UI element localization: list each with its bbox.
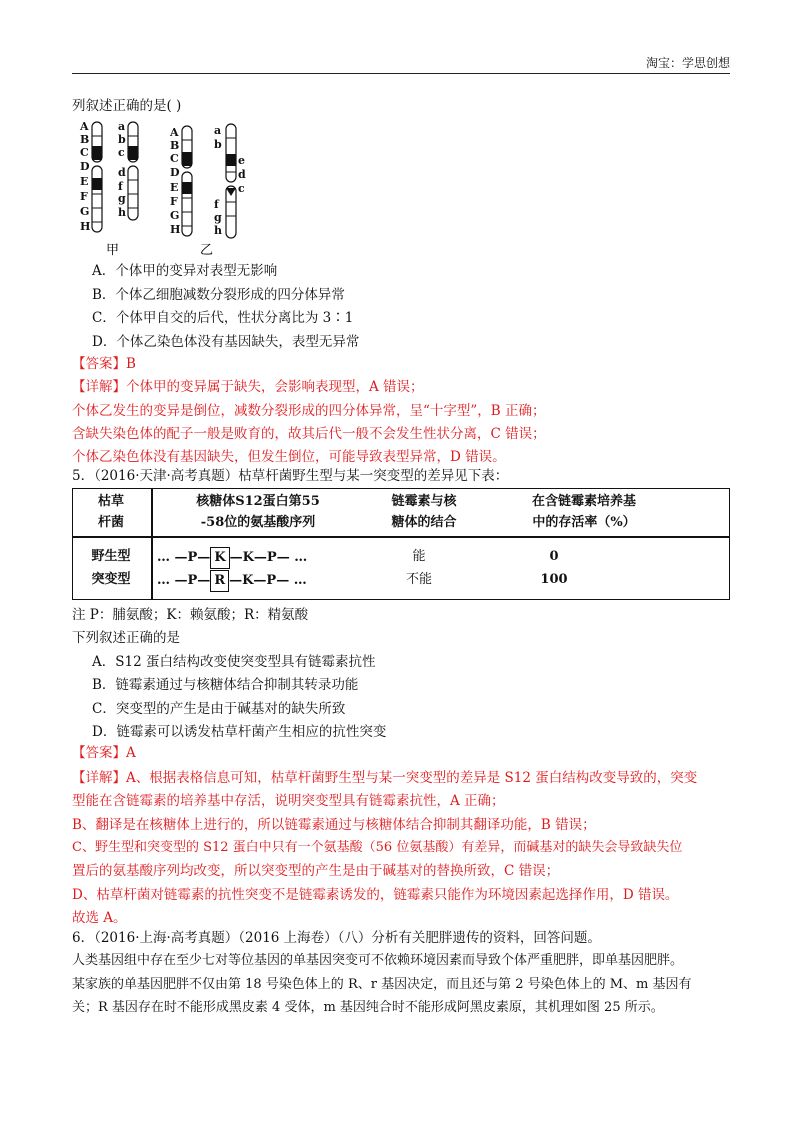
table-col-divider	[151, 489, 153, 599]
q4-option-d: D．个体乙染色体没有基因缺失，表型无异常	[92, 334, 360, 350]
svg-text:B: B	[170, 139, 180, 152]
q5-lead: 下列叙述正确的是	[72, 630, 180, 646]
svg-text:c: c	[238, 182, 245, 195]
q5-stem: 5．（2016·天津·高考真题）枯草杆菌野生型与某一突变型的差异见下表：	[72, 468, 509, 484]
q5-detail-6: D、枯草杆菌对链霉素的抗性突变不是链霉素诱发的，链霉素只能作为环境因素起选择作用，D 错误。	[72, 887, 679, 903]
q6-stem: 6．（2016·上海·高考真题）（2016 上海卷）（八）分析有关肥胖遗传的资料，回答问题。	[72, 930, 601, 946]
row-wild-type: 野生型	[91, 549, 131, 564]
svg-text:b: b	[214, 138, 222, 151]
th-binding-2: 糖体的结合	[391, 515, 457, 530]
q4-stem: 列叙述正确的是( )	[72, 98, 182, 114]
th-strain-1: 枯草	[97, 494, 124, 509]
th-sequence-1: 核糖体S12蛋白第55	[196, 494, 320, 509]
th-binding-1: 链霉素与核	[391, 494, 457, 509]
wild-seq-post: —K—P— …	[229, 550, 308, 565]
svg-text:g: g	[118, 192, 126, 205]
q4-option-a: A．个体甲的变异对表型无影响	[92, 263, 278, 279]
q5-detail-4: C、野生型和突变型的 S12 蛋白中只有一个氨基酸（56 位氨基酸）有差异，而碱基对的缺失会导致缺失位	[72, 840, 683, 855]
svg-text:g: g	[214, 211, 222, 224]
figure-label-yi: 乙	[200, 243, 214, 258]
svg-text:a: a	[214, 124, 222, 137]
q5-answer-value: A	[126, 745, 136, 761]
svg-text:D: D	[80, 160, 90, 173]
table-header-divider	[73, 536, 729, 538]
svg-text:H: H	[170, 223, 181, 236]
q5-detail-text-1: A、根据表格信息可知，枯草杆菌野生型与某一突变型的差异是 S12 蛋白结构改变导致的，突变	[126, 770, 698, 786]
svg-text:C: C	[80, 146, 89, 159]
svg-text:a: a	[118, 120, 126, 133]
q4-detail-3: 含缺失染色体的配子一般是败育的，故其后代一般不会发生性状分离，C 错误；	[72, 426, 546, 442]
q5-answer-tag: 【答案】	[72, 745, 126, 761]
svg-text:A: A	[170, 126, 179, 139]
q5-option-d: D．链霉素可以诱发枯草杆菌产生相应的抗性突变	[92, 724, 387, 740]
svg-text:d: d	[118, 166, 126, 179]
q4-answer-tag: 【答案】	[72, 356, 126, 372]
wild-binding: 能	[412, 549, 426, 564]
header-rule	[72, 73, 730, 74]
q6-line-1: 人类基因组中存在至少七对等位基因的单基因突变可不依赖环境因素而导致个体严重肥胖，即单基因肥胖。	[72, 953, 684, 968]
chromosome-figure	[78, 118, 258, 260]
svg-text:h: h	[118, 206, 126, 219]
q5-detail-2: 型能在含链霉素的培养基中存活，说明突变型具有链霉素抗性，A 正确；	[72, 793, 505, 809]
q5-detail-7: 故选 A。	[72, 910, 127, 926]
q4-detail-tag: 【详解】	[72, 379, 126, 395]
q5-detail-5: 置后的氨基酸序列均改变，所以突变型的产生是由于碱基对的替换所致，C 错误；	[72, 863, 560, 879]
q4-option-b: B．个体乙细胞减数分裂形成的四分体异常	[92, 287, 345, 303]
q5-detail-3: B、翻译是在核糖体上进行的，所以链霉素通过与核糖体结合抑制其翻译功能，B 错误；	[72, 817, 596, 833]
q5-table	[72, 488, 730, 600]
q4-answer-value: B	[126, 356, 136, 372]
mutant-binding: 不能	[405, 572, 432, 587]
svg-text:c: c	[118, 146, 125, 159]
svg-text:f: f	[214, 198, 219, 211]
mutant-seq-pre: … —P—	[157, 573, 211, 588]
mutant-seq-box: R	[210, 570, 229, 592]
q5-option-a: A．S12 蛋白结构改变使突变型具有链霉素抗性	[92, 654, 376, 670]
page-header-brand: 淘宝：学思创想	[645, 56, 730, 70]
svg-text:f: f	[118, 180, 123, 193]
svg-text:F: F	[80, 190, 88, 203]
wild-sequence	[157, 547, 357, 569]
q4-detail-2: 个体乙发生的变异是倒位，减数分裂形成的四分体异常，呈“十字型”，B 正确；	[72, 403, 546, 419]
svg-text:E: E	[170, 181, 179, 194]
svg-text:F: F	[170, 195, 178, 208]
q5-detail-tag: 【详解】	[72, 770, 126, 786]
svg-text:G: G	[80, 205, 90, 218]
svg-text:E: E	[80, 175, 89, 188]
mutant-sequence	[157, 570, 357, 592]
row-mutant-type: 突变型	[91, 572, 131, 587]
q4-answer	[72, 354, 136, 374]
q5-note: 注 P：脯氨酸；K：赖氨酸；R：精氨酸	[72, 607, 309, 623]
q5-option-b: B．链霉素通过与核糖体结合抑制其转录功能	[92, 677, 359, 693]
svg-text:C: C	[170, 152, 179, 165]
q4-detail-4: 个体乙染色体没有基因缺失，但发生倒位，可能导致表型异常，D 错误。	[72, 449, 506, 465]
q5-option-c: C．突变型的产生是由于碱基对的缺失所致	[92, 701, 346, 717]
th-survival-2: 中的存活率（%）	[532, 515, 636, 530]
q4-detail-text-1: 个体甲的变异属于缺失，会影响表现型，A 错误；	[126, 379, 424, 395]
wild-seq-box: K	[210, 547, 229, 569]
svg-text:A: A	[80, 120, 89, 133]
mutant-survival: 100	[540, 572, 568, 587]
th-strain-2: 杆菌	[97, 515, 124, 530]
wild-seq-pre: … —P—	[157, 550, 211, 565]
q6-line-2: 某家族的单基因肥胖不仅由第 18 号染色体上的 R、r 基因决定，而且还与第 2 号染色体上的 M、m 基因有	[72, 977, 692, 992]
q5-answer	[72, 743, 136, 763]
svg-text:h: h	[214, 224, 222, 237]
q4-option-c: C．个体甲自交的后代，性状分离比为 3∶1	[92, 310, 354, 326]
mutant-seq-post: —K—P— …	[229, 573, 307, 588]
svg-text:B: B	[80, 133, 90, 146]
th-survival-1: 在含链霉素培养基	[531, 494, 636, 509]
svg-text:D: D	[170, 166, 180, 179]
q5-detail-1	[72, 768, 697, 788]
svg-text:H: H	[80, 220, 91, 233]
svg-text:e: e	[238, 154, 245, 167]
wild-survival: 0	[549, 549, 559, 564]
svg-text:d: d	[238, 168, 246, 181]
th-sequence-2: -58位的氨基酸序列	[200, 515, 316, 530]
figure-label-jia: 甲	[106, 243, 120, 258]
q4-detail-1	[72, 377, 424, 397]
svg-text:b: b	[118, 133, 126, 146]
svg-text:G: G	[170, 209, 180, 222]
q6-line-3: 关；R 基因存在时不能形成黑皮素 4 受体，m 基因纯合时不能形成阿黑皮素原，其机理如图 25 所示。	[72, 1000, 664, 1015]
